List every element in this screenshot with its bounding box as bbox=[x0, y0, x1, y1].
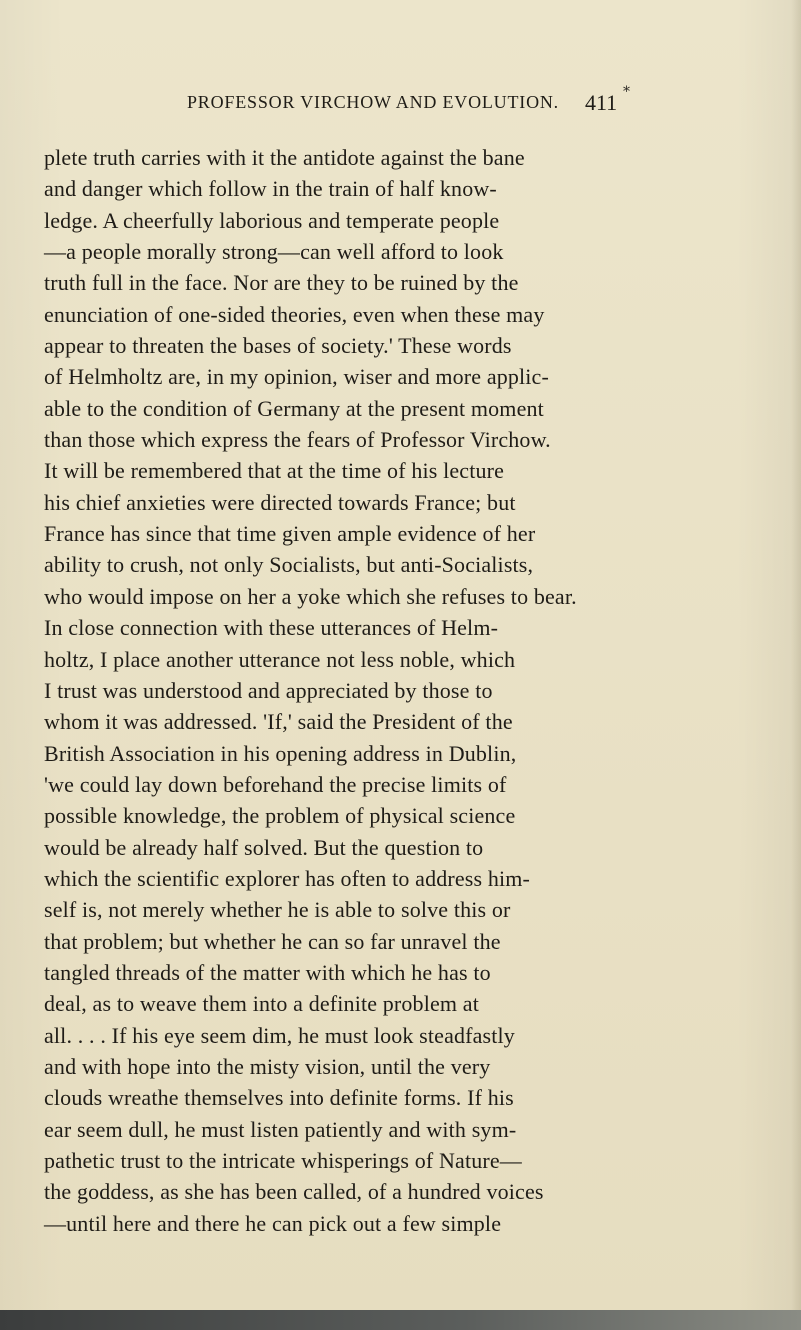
text-line-15: who would impose on her a yoke which she refuses to bear. bbox=[44, 583, 577, 609]
text-line-29: all. . . . If his eye seem dim, he must look steadfastly bbox=[44, 1022, 515, 1048]
text-line-35: —until here and there he can pick out a few simple bbox=[44, 1210, 502, 1236]
text-line-1: plete truth carries with it the antidote against the bane bbox=[44, 145, 525, 170]
text-line-27: tangled threads of the matter with which he has to bbox=[44, 959, 491, 985]
text-line-14: ability to crush, not only Socialists, but anti-Socialists, bbox=[44, 552, 534, 578]
text-line-13: France has since that time given ample evidence of her bbox=[44, 521, 536, 547]
text-line-5: truth full in the face. Nor are they to be ruined by the bbox=[44, 270, 519, 296]
text-line-20: British Association in his opening address in Dublin, bbox=[44, 740, 517, 766]
text-line-25: self is, not merely whether he is able to solve this or bbox=[44, 897, 511, 923]
text-line-9: able to the condition of Germany at the present moment bbox=[44, 395, 544, 421]
text-line-30: and with hope into the misty vision, until the very bbox=[44, 1053, 491, 1079]
text-line-10: than those which express the fears of Professor Virchow. bbox=[44, 427, 551, 453]
text-line-8: of Helmholtz are, in my opinion, wiser and more applic- bbox=[44, 364, 549, 390]
text-line-21: 'we could lay down beforehand the precise limits of bbox=[44, 771, 507, 797]
text-line-6: enunciation of one-sided theories, even when these may bbox=[44, 301, 545, 327]
body-text bbox=[44, 142, 649, 1239]
page-edge-shadow bbox=[791, 0, 801, 1330]
text-line-11: It will be remembered that at the time of his lecture bbox=[44, 458, 505, 484]
text-line-34: the goddess, as she has been called, of a hundred voices bbox=[44, 1179, 544, 1205]
text-line-17: holtz, I place another utterance not less noble, which bbox=[44, 646, 516, 672]
text-line-26: that problem; but whether he can so far unravel the bbox=[44, 928, 501, 954]
text-line-7: appear to threaten the bases of society.' These words bbox=[44, 333, 512, 359]
text-line-24: which the scientific explorer has often to address him- bbox=[44, 865, 530, 891]
text-line-33: pathetic trust to the intricate whisperings of Nature— bbox=[44, 1148, 522, 1173]
page-header bbox=[0, 84, 801, 122]
text-line-2: and danger which follow in the train of half know- bbox=[44, 176, 497, 202]
running-head: PROFESSOR VIRCHOW AND EVOLUTION. bbox=[187, 92, 559, 112]
page-number: 411 bbox=[585, 90, 618, 115]
text-line-19: whom it was addressed. 'If,' said the President of the bbox=[44, 709, 513, 735]
text-line-31: clouds wreathe themselves into definite forms. If his bbox=[44, 1085, 514, 1111]
text-line-32: ear seem dull, he must listen patiently and with sym- bbox=[44, 1116, 517, 1142]
text-line-4: —a people morally strong—can well afford to look bbox=[44, 239, 504, 265]
text-line-16: In close connection with these utterances of Helm- bbox=[44, 615, 499, 641]
text-line-23: would be already half solved. But the question to bbox=[44, 834, 484, 860]
text-line-22: possible knowledge, the problem of physical science bbox=[44, 803, 516, 829]
text-line-3: ledge. A cheerfully laborious and temperate people bbox=[44, 207, 500, 233]
text-line-12: his chief anxieties were directed towards France; but bbox=[44, 489, 516, 515]
text-line-18: I trust was understood and appreciated by those to bbox=[44, 677, 493, 703]
text-line-28: deal, as to weave them into a definite problem at bbox=[44, 991, 479, 1017]
page-mark: * bbox=[623, 84, 630, 100]
bottom-scan-edge bbox=[0, 1310, 801, 1330]
